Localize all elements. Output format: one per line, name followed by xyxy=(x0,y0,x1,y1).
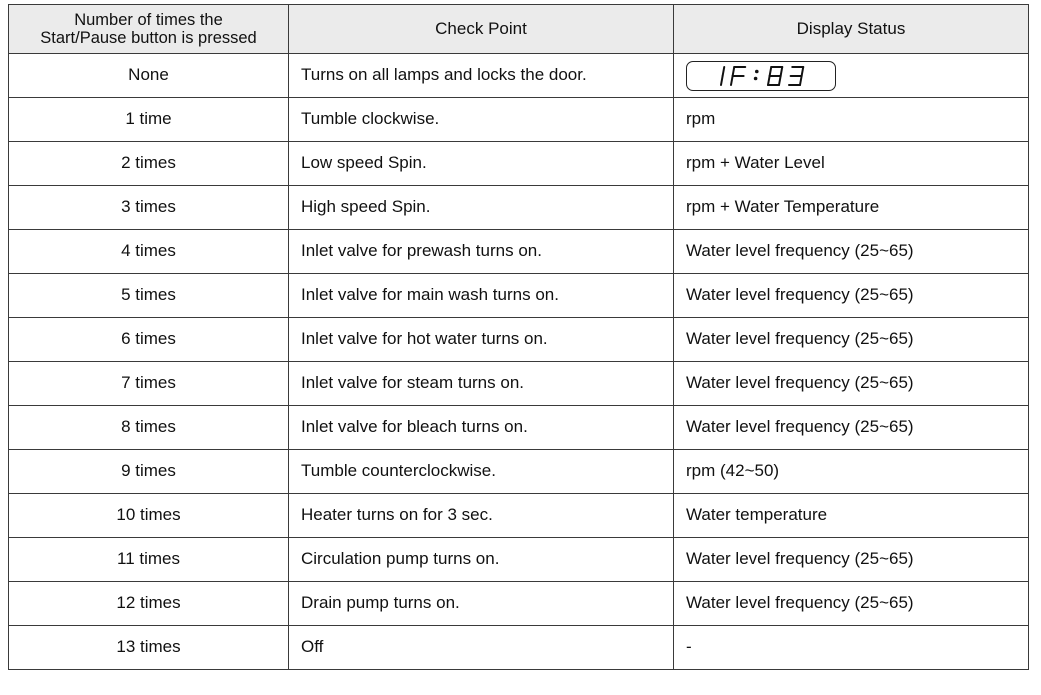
header-press-count xyxy=(9,5,289,54)
test-mode-sheet xyxy=(8,4,1028,670)
press-count-cell: 1 time xyxy=(9,98,289,142)
table-row xyxy=(9,274,1029,318)
display-status-cell: Water level frequency (25~65) xyxy=(674,406,1029,450)
table-row xyxy=(9,142,1029,186)
display-status-cell: Water level frequency (25~65) xyxy=(674,582,1029,626)
lcd-digit-1 xyxy=(731,67,745,85)
check-point-cell: Tumble counterclockwise. xyxy=(289,450,674,494)
display-status-cell: - xyxy=(674,626,1029,670)
press-count-cell: 8 times xyxy=(9,406,289,450)
table-row xyxy=(9,54,1029,98)
check-point-cell: Tumble clockwise. xyxy=(289,98,674,142)
test-mode-table xyxy=(8,4,1029,670)
display-status-cell: Water temperature xyxy=(674,494,1029,538)
table-row xyxy=(9,318,1029,362)
table-row xyxy=(9,230,1029,274)
press-count-cell: 13 times xyxy=(9,626,289,670)
check-point-cell: Inlet valve for hot water turns on. xyxy=(289,318,674,362)
lcd-colon-dot xyxy=(755,69,759,73)
header-row xyxy=(9,5,1029,54)
press-count-cell: 3 times xyxy=(9,186,289,230)
check-point-cell: High speed Spin. xyxy=(289,186,674,230)
display-status-cell: Water level frequency (25~65) xyxy=(674,362,1029,406)
display-status-cell: rpm + Water Temperature xyxy=(674,186,1029,230)
check-point-cell: Off xyxy=(289,626,674,670)
press-count-cell: 9 times xyxy=(9,450,289,494)
table-row xyxy=(9,406,1029,450)
header-press-count-line1: Number of times the xyxy=(74,10,223,29)
lcd-digits-icon xyxy=(696,64,826,88)
display-status-cell: Water level frequency (25~65) xyxy=(674,318,1029,362)
table-row xyxy=(9,626,1029,670)
check-point-cell: Inlet valve for bleach turns on. xyxy=(289,406,674,450)
press-count-cell: 12 times xyxy=(9,582,289,626)
press-count-cell: 10 times xyxy=(9,494,289,538)
display-status-cell: rpm xyxy=(674,98,1029,142)
display-status-cell: rpm (42~50) xyxy=(674,450,1029,494)
table-row xyxy=(9,98,1029,142)
check-point-cell: Drain pump turns on. xyxy=(289,582,674,626)
press-count-cell: None xyxy=(9,54,289,98)
header-press-count-line2: Start/Pause button is pressed xyxy=(40,29,257,47)
press-count-cell: 11 times xyxy=(9,538,289,582)
check-point-cell: Inlet valve for main wash turns on. xyxy=(289,274,674,318)
table-row xyxy=(9,538,1029,582)
check-point-cell: Turns on all lamps and locks the door. xyxy=(289,54,674,98)
lcd-digit-3 xyxy=(789,67,803,85)
lcd-digit-2 xyxy=(768,67,782,85)
table-row xyxy=(9,494,1029,538)
header-check-point: Check Point xyxy=(289,5,674,54)
display-status-cell: Water level frequency (25~65) xyxy=(674,274,1029,318)
table-row xyxy=(9,362,1029,406)
display-status-cell xyxy=(674,54,1029,98)
check-point-cell: Inlet valve for steam turns on. xyxy=(289,362,674,406)
press-count-cell: 5 times xyxy=(9,274,289,318)
press-count-cell: 4 times xyxy=(9,230,289,274)
display-status-cell: Water level frequency (25~65) xyxy=(674,230,1029,274)
display-status-cell: rpm + Water Level xyxy=(674,142,1029,186)
press-count-cell: 7 times xyxy=(9,362,289,406)
lcd-display-readout xyxy=(686,61,836,91)
table-row xyxy=(9,186,1029,230)
check-point-cell: Heater turns on for 3 sec. xyxy=(289,494,674,538)
header-display-status: Display Status xyxy=(674,5,1029,54)
display-status-cell: Water level frequency (25~65) xyxy=(674,538,1029,582)
check-point-cell: Circulation pump turns on. xyxy=(289,538,674,582)
lcd-colon-dot xyxy=(754,76,758,80)
press-count-cell: 6 times xyxy=(9,318,289,362)
lcd-digit-0 xyxy=(721,67,724,85)
table-row xyxy=(9,450,1029,494)
check-point-cell: Inlet valve for prewash turns on. xyxy=(289,230,674,274)
press-count-cell: 2 times xyxy=(9,142,289,186)
check-point-cell: Low speed Spin. xyxy=(289,142,674,186)
table-row xyxy=(9,582,1029,626)
